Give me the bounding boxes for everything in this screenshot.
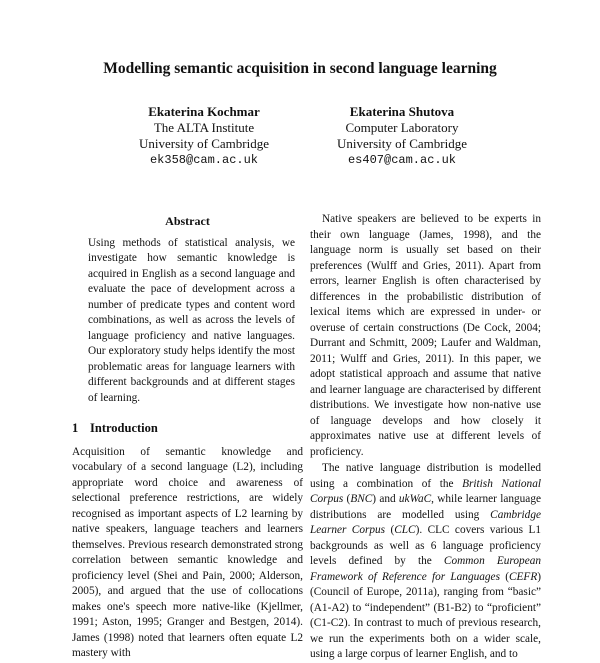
body-paragraph-1: Native speakers are believed to be experts in their own language (James, 1998), and the language norm is usually set based on their preferences (Wulff and Gries, 2011). Apart from errors, learner English is often characterised by differences in the probabilistic distribution of lexical items which are expressed in under- or overuse of certain constructions (De Cock, 2004; Durrant and Schmitt, 2009; Laufer and Waldman, 2011; Wulff and Gries, 2011). In this paper, we adopt statistical approach and assume that native and learner language are characterised by different distributions. We investigate how non-native use of language develops and how closely it approximates native use at different levels of proficiency. [310,213,541,458]
author-email: ek358@cam.ac.uk [149,153,259,167]
body-paragraph-2: The native language distribution is modelled using a combination of the British National Corpus (BNC) and ukWaC, while learner language distributions are modelled using Cambridge Learner Corpus (CLC). CLC covers various L1 backgrounds as well as 6 language proficiency levels defined by the Common European Framework of Reference for Languages (CEFR) (Council of Europe, 2011a), ranging from “basic” (A1-A2) to “independent” (B1-B2) to “proficient” (C1-C2). In contrast to much of previous research, we run the experiments both on a wider scale, using a large corpus of learner English, and to [310,462,541,660]
right-column [310,212,541,663]
framework-name-cefr: Common European Framework of Reference for Languages [310,555,541,583]
author-block-1 [104,104,304,168]
left-column [72,212,303,662]
abstract-text: Using methods of statistical analysis, we investigate how semantic knowledge is acquired in English as a second language and evaluate the pace of development across a number of predicate types and content word combinations, as well as across the levels of language proficiency and native languages. Our exploratory study helps identify the most problematic areas for language learners with different backgrounds and at different stages of learning. [88,236,295,404]
author-email: es407@cam.ac.uk [347,153,457,167]
intro-paragraph: Acquisition of semantic knowledge and vocabulary of a second language (L2), including appropriate word choice and awareness of selectional preference restrictions, are widely recognised as important aspects of L2 learning by native speakers, language teachers and learners themselves. Previous research demonstrated strong correlation between semantic knowledge and proficiency level (Shei and Pain, 2000; Alderson, 2005), and argued that the use of collocations makes one's speech more native-like (Kjellmer, 1991; Aston, 1995; Granger and Bestgen, 2014). James (1998) noted that learners often equate L2 mastery with [72,445,303,659]
framework-abbr-cefr: CEFR [508,570,538,583]
author-name: Ekaterina Shutova [349,104,455,119]
corpus-name-bnc: British National Corpus [310,477,541,505]
paper-title: Modelling semantic acquisition in second language learning [103,60,497,77]
author-affiliation: Computer Laboratory [345,120,459,135]
section-number: 1 [72,421,79,435]
author-affiliation: The ALTA Institute [153,120,255,135]
author-university: University of Cambridge [139,136,269,151]
section-heading-introduction [72,421,303,437]
corpus-name-ukwac: ukWaC [398,493,432,505]
section-title: Introduction [90,421,158,435]
corpus-name-clc: Cambridge Learner Corpus [310,508,541,536]
corpus-abbr-bnc: BNC [350,493,373,505]
author-name: Ekaterina Kochmar [148,104,260,119]
author-university: University of Cambridge [337,136,467,151]
abstract-heading: Abstract [165,214,210,228]
author-block-2 [302,104,502,168]
corpus-abbr-clc: CLC [394,524,416,536]
